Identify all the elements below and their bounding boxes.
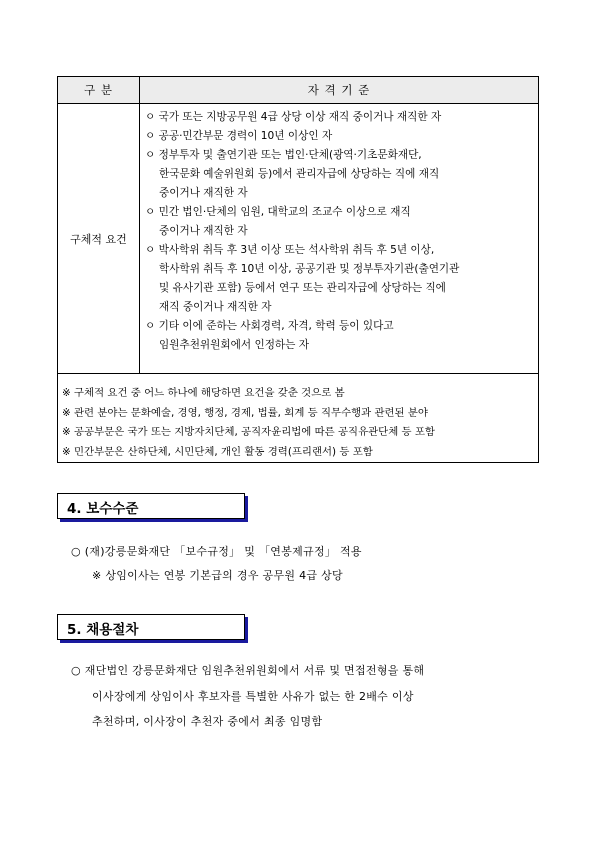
section-5-header <box>57 614 245 640</box>
criteria-line: 및 유사기관 포함) 등에서 연구 또는 관리자급에 상당하는 직에 <box>159 282 446 294</box>
notes-cell <box>58 374 539 463</box>
criteria-line: 임원추천위원회에서 인정하는 자 <box>159 339 310 351</box>
table-row <box>58 104 539 374</box>
criteria-line: 재직 중이거나 재직한 자 <box>159 301 272 313</box>
section-5-title: 5. 채용절차 <box>67 622 139 638</box>
category-cell: 구체적 요건 <box>58 104 140 374</box>
section-4-line-1: ○ (재)강릉문화재단 「보수규정」 및 「연봉제규정」 적용 <box>71 545 362 558</box>
section-4-title: 4. 보수수준 <box>67 501 139 517</box>
criteria-item <box>145 127 538 146</box>
section-4-header <box>57 493 245 519</box>
section-4-note: ※ 상임이사는 연봉 기본급의 경우 공무원 4급 상당 <box>92 569 343 582</box>
section-5-line-3: 추천하며, 이사장이 추천자 중에서 최종 임명함 <box>92 715 323 728</box>
table-note: ※ 관련 분야는 문화예술, 경영, 행정, 경제, 법률, 회계 등 직무수행과 관련된 분야 <box>62 406 428 419</box>
header-criteria: 자 격 기 준 <box>140 77 539 104</box>
criteria-line: ㅇ 민간 법인·단체의 임원, 대학교의 조교수 이상으로 재직 <box>145 206 411 218</box>
qualification-table <box>57 76 539 463</box>
table-note: ※ 민간부문은 산하단체, 시민단체, 개인 활동 경력(프리랜서) 등 포함 <box>62 445 373 458</box>
section-5-line-2: 이사장에게 상임이사 후보자를 특별한 사유가 없는 한 2배수 이상 <box>92 690 414 703</box>
criteria-line: ㅇ 공공·민간부문 경력이 10년 이상인 자 <box>145 130 333 142</box>
criteria-line: 한국문화 예술위원회 등)에서 관리자급에 상당하는 직에 재직 <box>159 168 440 180</box>
criteria-item <box>145 146 538 203</box>
criteria-item <box>145 241 538 317</box>
criteria-item <box>145 203 538 241</box>
criteria-item <box>145 317 538 355</box>
table-note: ※ 구체적 요건 중 어느 하나에 해당하면 요건을 갖춘 것으로 봄 <box>62 387 345 399</box>
notes-row <box>58 374 539 463</box>
criteria-line: ㅇ 기타 이에 준하는 사회경력, 자격, 학력 등이 있다고 <box>145 320 394 332</box>
criteria-line: 중이거나 재직한 자 <box>159 225 248 237</box>
table-note: ※ 공공부문은 국가 또는 지방자치단체, 공직자윤리법에 따른 공직유관단체 등 포함 <box>62 426 435 438</box>
criteria-item <box>145 108 538 127</box>
criteria-line: 중이거나 재직한 자 <box>159 187 248 199</box>
criteria-line: ㅇ 국가 또는 지방공무원 4급 상당 이상 재직 중이거나 재직한 자 <box>145 111 442 123</box>
criteria-line: ㅇ 정부투자 및 출연기관 또는 법인·단체(광역·기초문화재단, <box>145 149 422 161</box>
criteria-line: ㅇ 박사학위 취득 후 3년 이상 또는 석사학위 취득 후 5년 이상, <box>145 244 435 256</box>
section-5-line-1: ○ 재단법인 강릉문화재단 임원추천위원회에서 서류 및 면접전형을 통해 <box>71 664 425 677</box>
table-header-row <box>58 77 539 104</box>
header-category: 구 분 <box>58 77 140 104</box>
criteria-cell <box>140 104 539 374</box>
criteria-line: 학사학위 취득 후 10년 이상, 공공기관 및 정부투자기관(출연기관 <box>159 263 460 275</box>
